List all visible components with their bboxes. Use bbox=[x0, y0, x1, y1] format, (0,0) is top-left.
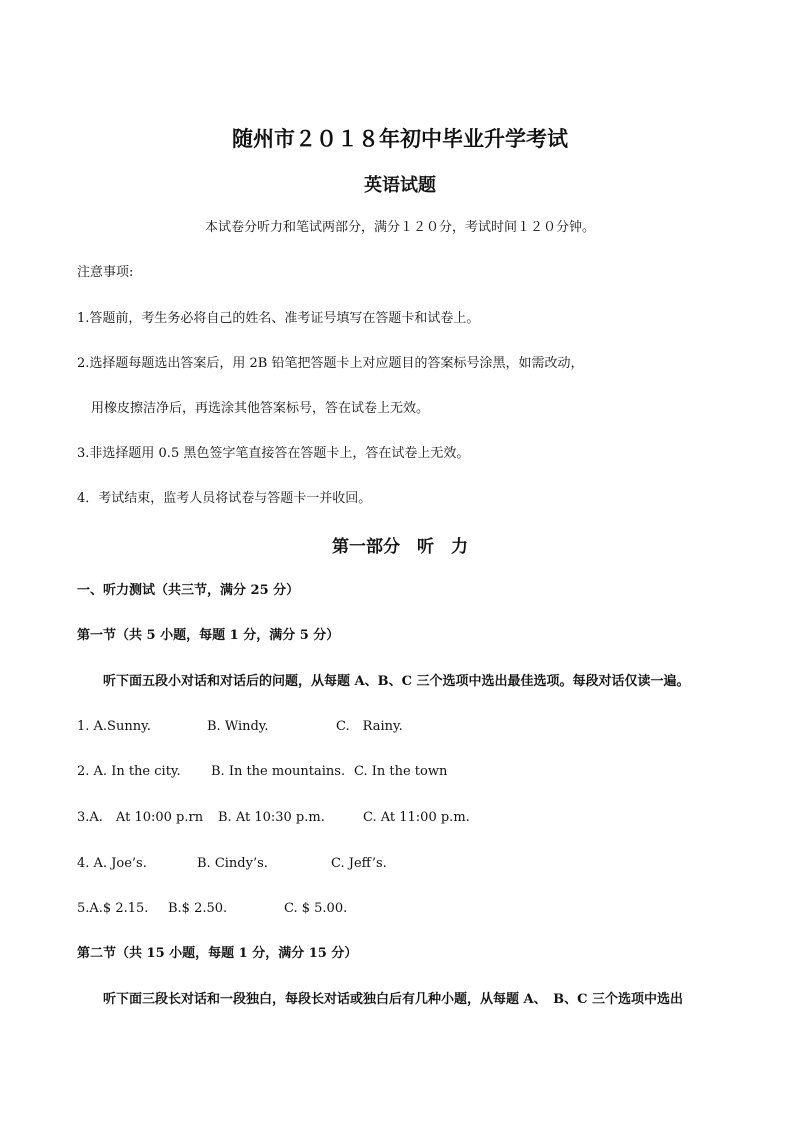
option-b: B.$ 2.50. bbox=[168, 901, 228, 916]
option-b: B. Cindy’s. bbox=[197, 856, 268, 871]
subsection-2-title: 第二节（共 15 小题，每题 1 分，满分 15 分） bbox=[77, 946, 358, 961]
option-c: C. $ 5.00. bbox=[284, 901, 348, 916]
note-item-2: 2.选择题每题选出答案后，用 2B 铅笔把答题卡上对应题目的答案标号涂黑，如需改动， bbox=[77, 356, 584, 371]
option-c: C. Jeff’s. bbox=[331, 856, 387, 871]
option-c: C. In the town bbox=[354, 764, 448, 779]
option-a: 3.A. At 10:00 p.rn bbox=[77, 810, 204, 825]
option-b: B. Windy. bbox=[207, 719, 269, 734]
option-a: 1. A.Sunny. bbox=[77, 719, 151, 734]
subsection-1-title: 第一节（共 5 小题，每题 1 分，满分 5 分） bbox=[77, 628, 340, 643]
option-a: 2. A. In the city. bbox=[77, 764, 181, 779]
option-b: B. In the mountains. bbox=[211, 764, 346, 779]
exam-intro: 本试卷分听力和笔试两部分，满分１２０分，考试时间１２０分钟。 bbox=[204, 220, 595, 235]
note-item-4: 4．考试结束，监考人员将试卷与答题卡一并收回。 bbox=[77, 491, 372, 506]
subsection-1-instruction: 听下面五段小对话和对话后的问题，从每题 A、B、C 三个选项中选出最佳选项。每段对话仅读一遍。 bbox=[103, 674, 690, 689]
exam-subtitle: 英语试题 bbox=[364, 175, 436, 196]
option-b: B. At 10:30 p.m. bbox=[218, 810, 325, 825]
exam-title: 随州市２０１８年初中毕业升学考试 bbox=[232, 126, 568, 151]
part-one-heading: 第一部分 听 力 bbox=[332, 537, 468, 557]
note-item-3: 3.非选择题用 0.5 黑色签字笔直接答在答题卡上，答在试卷上无效。 bbox=[77, 446, 470, 461]
note-item-2-continued: 用橡皮擦洁净后，再选涂其他答案标号，答在试卷上无效。 bbox=[91, 401, 430, 416]
section-title: 一、听力测试（共三节，满分 25 分） bbox=[77, 583, 300, 598]
notes-heading: 注意事项: bbox=[77, 265, 134, 280]
option-a: 4. A. Joe’s. bbox=[77, 856, 147, 871]
option-a: 5.A.$ 2.15. bbox=[77, 901, 149, 916]
note-item-1: 1.答题前，考生务必将自己的姓名、准考证号填写在答题卡和试卷上。 bbox=[77, 311, 480, 326]
option-c: C. Rainy. bbox=[336, 719, 403, 734]
subsection-2-instruction: 听下面三段长对话和一段独白，每段长对话或独白后有几种小题，从每题 A、 B、C 三个选项中选出 bbox=[103, 992, 683, 1007]
option-c: C. At 11:00 p.m. bbox=[363, 810, 470, 825]
